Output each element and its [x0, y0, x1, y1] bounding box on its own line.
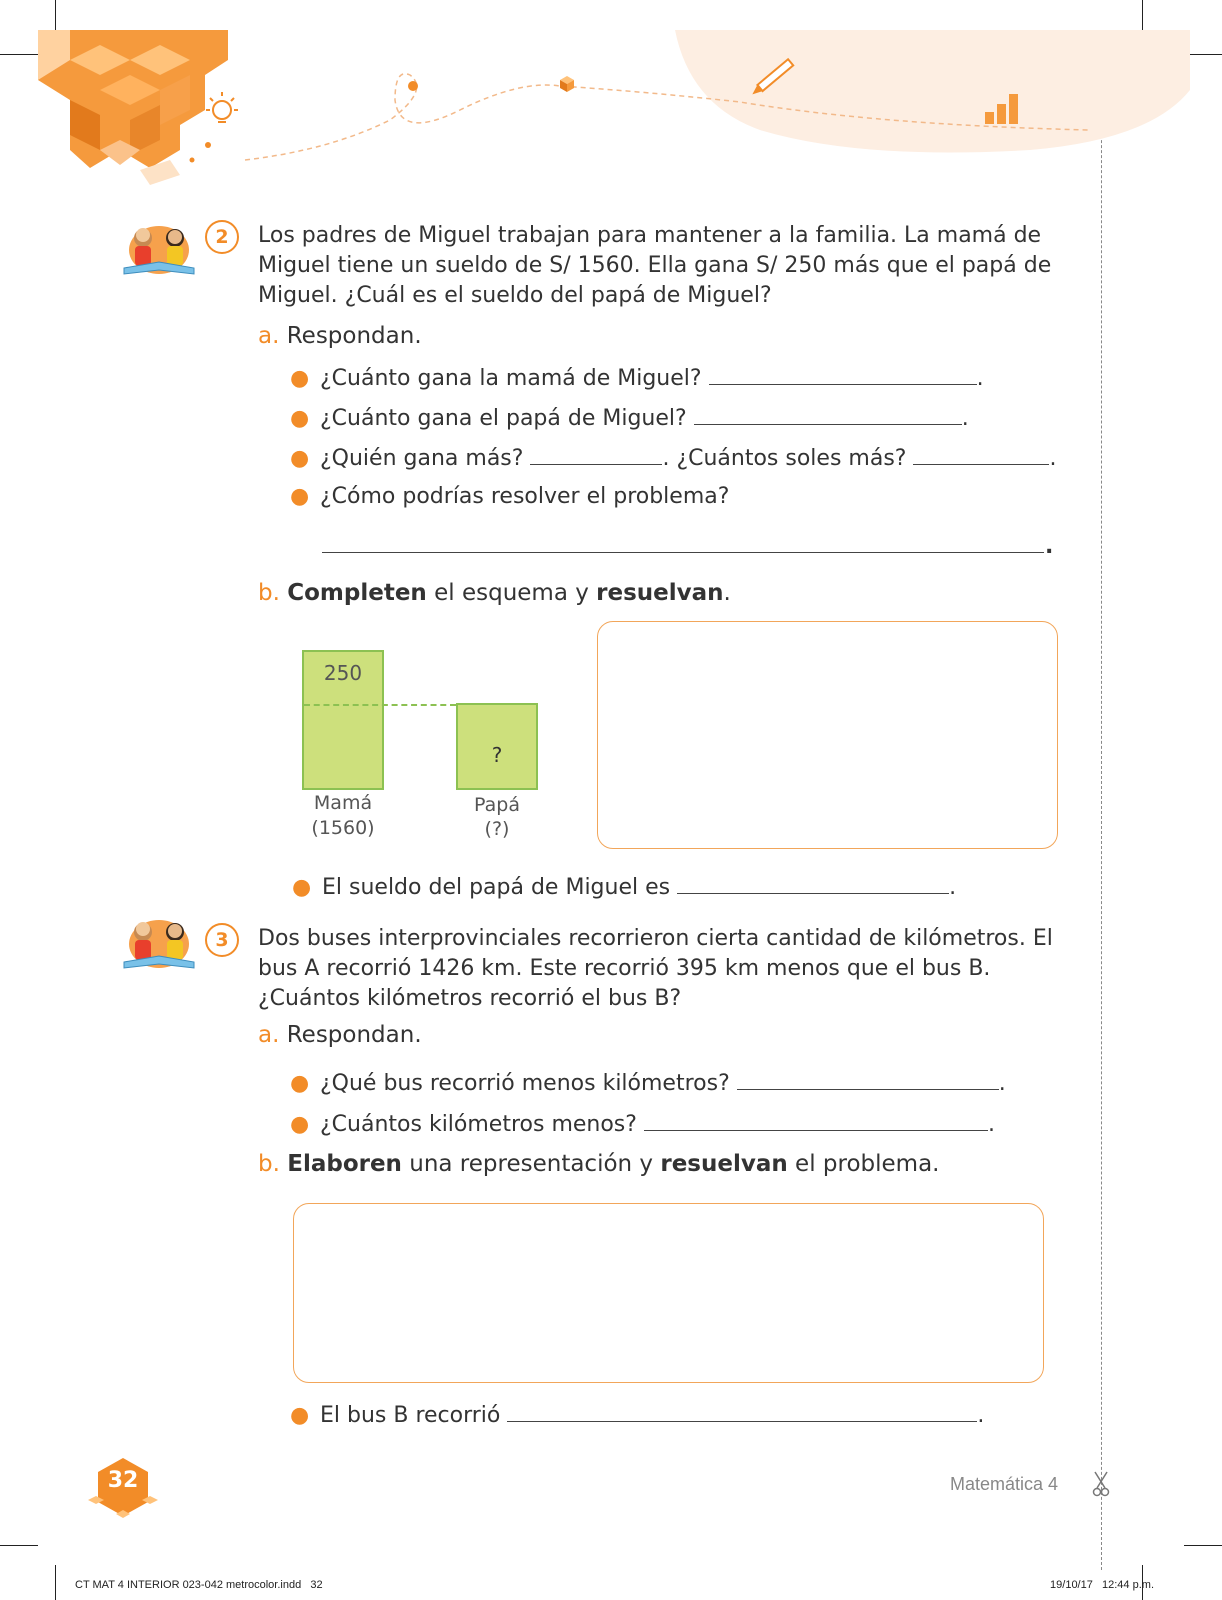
- instruction-verb: resuelvan: [660, 1151, 788, 1177]
- part-b-heading: [258, 1151, 940, 1177]
- question-row: ● ¿Cuánto gana la mamá de Miguel? .: [290, 366, 984, 391]
- answer-line[interactable]: [322, 552, 1044, 553]
- representation-box[interactable]: [293, 1203, 1044, 1383]
- instruction-text: el problema.: [787, 1151, 940, 1177]
- question-text: ¿Quién gana más?: [320, 446, 524, 471]
- question-row: ● ¿Qué bus recorrió menos kilómetros? .: [290, 1071, 1006, 1096]
- question-row: ● ¿Cuánto gana el papá de Miguel? .: [290, 406, 969, 431]
- difference-label: 250: [323, 661, 363, 685]
- comparison-dashed-line: [304, 704, 456, 706]
- bullet-icon: ●: [290, 484, 310, 509]
- problem-number: 2: [205, 220, 239, 254]
- scissors-icon: [1091, 1470, 1111, 1498]
- bullet-icon: ●: [290, 1403, 310, 1428]
- students-icon: [120, 916, 198, 974]
- unknown-label: ?: [491, 743, 503, 767]
- part-letter: a.: [258, 1022, 280, 1048]
- cube-icon: [560, 76, 574, 92]
- answer-blank[interactable]: [694, 404, 962, 425]
- punctuation: .: [414, 323, 422, 349]
- question-text: ¿Cuántos kilómetros menos?: [320, 1112, 637, 1137]
- answer-blank[interactable]: [677, 873, 949, 894]
- part-letter: a.: [258, 323, 280, 349]
- page-number: 32: [107, 1468, 139, 1493]
- bullet-icon: ●: [290, 1071, 310, 1096]
- part-letter: b.: [258, 580, 280, 606]
- crop-mark: [1184, 1545, 1222, 1546]
- answer-blank[interactable]: [530, 444, 662, 465]
- instruction-text: el esquema y: [426, 580, 597, 606]
- part-b-heading: [258, 580, 731, 606]
- lightbulb-icon: [206, 92, 238, 122]
- question-row: ● ¿Cuántos kilómetros menos? .: [290, 1112, 995, 1137]
- problem-number: 3: [205, 923, 239, 957]
- instruction-verb: Respondan: [286, 1022, 415, 1048]
- question-text: ¿Qué bus recorrió menos kilómetros?: [320, 1071, 730, 1096]
- answer-blank[interactable]: [507, 1401, 977, 1422]
- question-row: [290, 484, 729, 509]
- students-icon: [120, 222, 198, 280]
- crop-mark: [55, 1565, 56, 1600]
- instruction-verb: Completen: [287, 580, 427, 606]
- crop-mark: [0, 1545, 38, 1546]
- print-date: 19/10/17 12:44 p.m.: [1050, 1579, 1154, 1591]
- part-letter: b.: [258, 1151, 280, 1177]
- sentence-text: El sueldo del papá de Miguel es: [322, 875, 671, 900]
- mom-name: Mamá: [313, 792, 373, 814]
- bullet-icon: ●: [290, 1112, 310, 1137]
- instruction-verb: Elaboren: [287, 1151, 402, 1177]
- instruction-verb: Respondan: [286, 323, 415, 349]
- answer-blank[interactable]: [913, 444, 1049, 465]
- answer-blank[interactable]: [644, 1110, 988, 1131]
- header-decoration: [0, 0, 1222, 200]
- question-text: ¿Cómo podrías resolver el problema?: [320, 484, 730, 509]
- part-a-heading: [258, 1022, 422, 1048]
- sentence-text: El bus B recorrió: [320, 1403, 501, 1428]
- bullet-icon: ●: [290, 446, 310, 471]
- question-text: ¿Cuánto gana la mamá de Miguel?: [320, 366, 702, 391]
- bullet-icon: ●: [290, 366, 310, 391]
- instruction-verb: resuelvan: [596, 580, 724, 606]
- mom-value: (1560): [311, 817, 375, 839]
- question-text: ¿Cuánto gana el papá de Miguel?: [320, 406, 687, 431]
- question-text: ¿Cuántos soles más?: [676, 446, 907, 471]
- book-title: Matemática 4: [949, 1474, 1058, 1494]
- cut-line: [1101, 30, 1102, 1570]
- instruction-text: una representación y: [401, 1151, 661, 1177]
- dad-value: (?): [484, 818, 510, 840]
- dad-name: Papá: [474, 794, 520, 816]
- answer-sentence: ● El sueldo del papá de Miguel es .: [292, 875, 957, 900]
- question-row: ● ¿Quién gana más? . ¿Cuántos soles más? .: [290, 446, 1057, 471]
- part-a-heading: [258, 323, 422, 349]
- line-end-dot: .: [1045, 534, 1054, 559]
- answer-blank[interactable]: [709, 364, 977, 385]
- print-file-slug: CT MAT 4 INTERIOR 023-042 metrocolor.indd 32: [75, 1579, 323, 1591]
- punctuation: .: [414, 1022, 422, 1048]
- problem-statement: Dos buses interprovinciales recorrieron cierta cantidad de kilómetros. El bus A recorrió 1426 km. Este recorrió 395 km menos que el bus B. ¿Cuántos kilómetros recorrió el bus B?: [258, 926, 1053, 1011]
- problem-statement: Los padres de Miguel trabajan para mantener a la familia. La mamá de Miguel tiene un sueldo de S/ 1560. Ella gana S/ 250 más que el papá de Miguel. ¿Cuál es el sueldo del papá de Miguel?: [258, 223, 1052, 308]
- solution-box[interactable]: [597, 621, 1058, 849]
- punctuation: .: [723, 580, 731, 606]
- answer-blank[interactable]: [737, 1069, 999, 1090]
- answer-sentence: ● El bus B recorrió .: [290, 1403, 985, 1428]
- bullet-icon: ●: [290, 406, 310, 431]
- bullet-icon: ●: [292, 875, 312, 900]
